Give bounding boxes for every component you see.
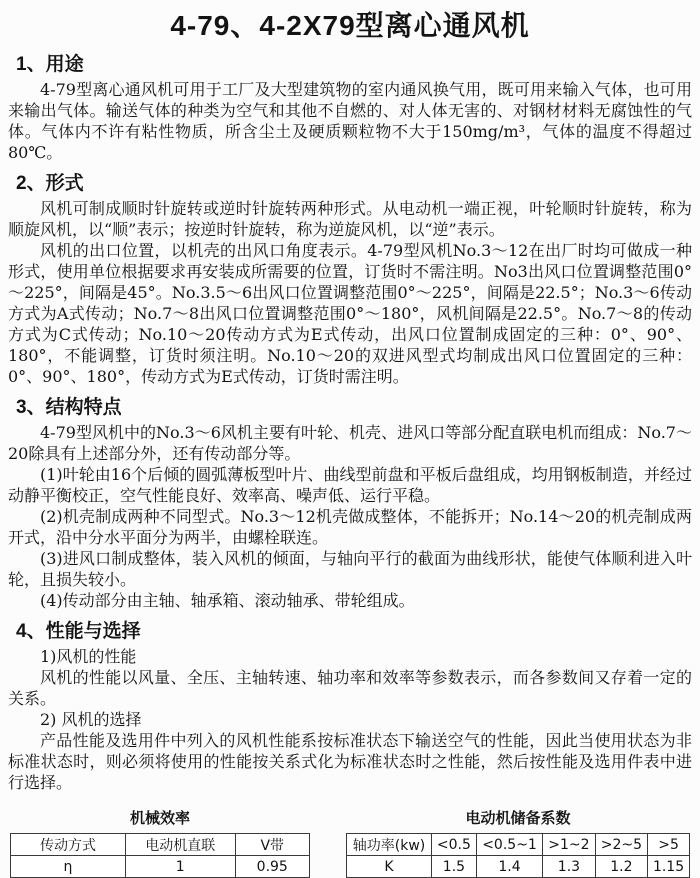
section-performance [8, 616, 692, 793]
table-row [11, 856, 310, 878]
header-cell: V带 [235, 834, 310, 856]
section-4-heading: 4、性能与选择 [16, 621, 141, 642]
header-cell: 轴功率(kw) [347, 834, 432, 856]
section-2-heading: 2、形式 [16, 173, 84, 194]
page-title: 4-79、4-2X79型离心通风机 [170, 10, 530, 41]
header-cell: 传动方式 [11, 834, 126, 856]
paragraph: 4-79型离心通风机可用于工厂及大型建筑物的室内通风换气用，既可用来输入气体，也可用来输出气体。输送气体的种类为空气和其他不自燃的、对人体无害的、对钢材材料无腐蚀性的气体。气体内不许有粘性物质，所含尘土及硬质颗粒物不大于150mg/m³，气体的温度不得超过80℃。 [8, 80, 692, 162]
paragraph: (2)机壳制成两种不同型式。No.3～12机壳做成整体，不能拆开；No.14～20的机壳制成两开式，沿中分水平面分为两半，由螺栓联连。 [8, 507, 692, 547]
section-usage [8, 49, 692, 163]
paragraph: (4)传动部分由主轴、轴承箱、滚动轴承、带轮组成。 [40, 591, 415, 610]
data-cell: 1.5 [432, 856, 477, 878]
mechanical-efficiency-table [10, 833, 310, 878]
section-1-heading: 1、用途 [16, 54, 84, 75]
data-cell: 1.2 [595, 856, 647, 878]
header-cell: >2~5 [595, 834, 647, 856]
data-cell: 1.15 [648, 856, 690, 878]
paragraph: 产品性能及选用件中列入的风机性能系按标准状态下输送空气的性能，因此当使用状态为非标准状态时，则必须将使用的性能按关系式化为标准状态时之性能，然后按性能及选用件表中进行选择。 [8, 731, 692, 792]
paragraph: 风机的性能以风量、全压、主轴转速、轴功率和效率等参数表示，而各参数间又存着一定的关系。 [8, 668, 692, 708]
mechanical-efficiency-block [10, 807, 310, 878]
header-cell: >1~2 [543, 834, 595, 856]
section-3-heading: 3、结构特点 [16, 397, 122, 418]
data-cell: K [347, 856, 432, 878]
paragraph: (1)叶轮由16个后倾的圆弧薄板型叶片、曲线型前盘和平板后盘组成，均用钢板制造，并经过动静平衡校正，空气性能良好、效率高、噪声低、运行平稳。 [8, 465, 692, 505]
data-cell: 1 [125, 856, 235, 878]
data-cell: 0.95 [235, 856, 310, 878]
data-cell: η [11, 856, 126, 878]
data-cell: 1.3 [543, 856, 595, 878]
header-cell: <0.5~1 [476, 834, 542, 856]
data-cell: 1.4 [476, 856, 542, 878]
tables-row [8, 807, 692, 878]
header-cell: <0.5 [432, 834, 477, 856]
paragraph: 4-79型风机中的No.3～6风机主要有叶轮、机壳、进风口等部分配直联电机而组成：No.7～20除具有上述部分外，还有传动部分等。 [8, 423, 692, 463]
paragraph: 风机的出口位置，以机壳的出风口角度表示。4-79型风机No.3～12在出厂时均可做成一种形式，使用单位根据要求再安装成所需要的位置，订货时不需注明。No3出风口位置调整范围0°～225°，间隔是45°。No.3.5～6出风口位置调整范围0°～225°，间隔是22.5°；No.3～6传动方式为A式传动；No.7～8出风口位置调整范围0°～180°，风机间隔是22.5°。No.7～8的传动方式为C式传动；No.10～20传动方式为E式传动，出风口位置制成固定的三种：0°、90°、180°，不能调整，订货时须注明。No.10～20的双进风型式均制成出风口位置固定的三种：0°、90°、180°，传动方式为E式传动，订货时需注明。 [8, 241, 692, 386]
paragraph: 风机可制成顺时针旋转或逆时针旋转两种形式。从电动机一端正视，叶轮顺时针旋转，称为顺旋风机，以“顺”表示；按逆时针旋转，称为逆旋风机，以“逆”表示。 [8, 199, 692, 239]
table-row [347, 856, 690, 878]
paragraph: (3)进风口制成整体，装入风机的倾面，与轴向平行的截面为曲线形状，能使气体顺利进入叶轮，且损失较小。 [8, 549, 692, 589]
motor-reserve-block [346, 807, 690, 878]
sub-heading: 1)风机的性能 [40, 647, 137, 666]
table-header-row [347, 834, 690, 856]
header-cell: 电动机直联 [125, 834, 235, 856]
motor-reserve-table [346, 833, 690, 878]
mechanical-efficiency-title: 机械效率 [129, 810, 190, 827]
table-header-row [11, 834, 310, 856]
motor-reserve-title: 电动机储备系数 [465, 810, 571, 827]
section-form [8, 168, 692, 387]
sub-heading: 2) 风机的选择 [40, 710, 142, 729]
section-structure [8, 392, 692, 611]
header-cell: >5 [648, 834, 690, 856]
